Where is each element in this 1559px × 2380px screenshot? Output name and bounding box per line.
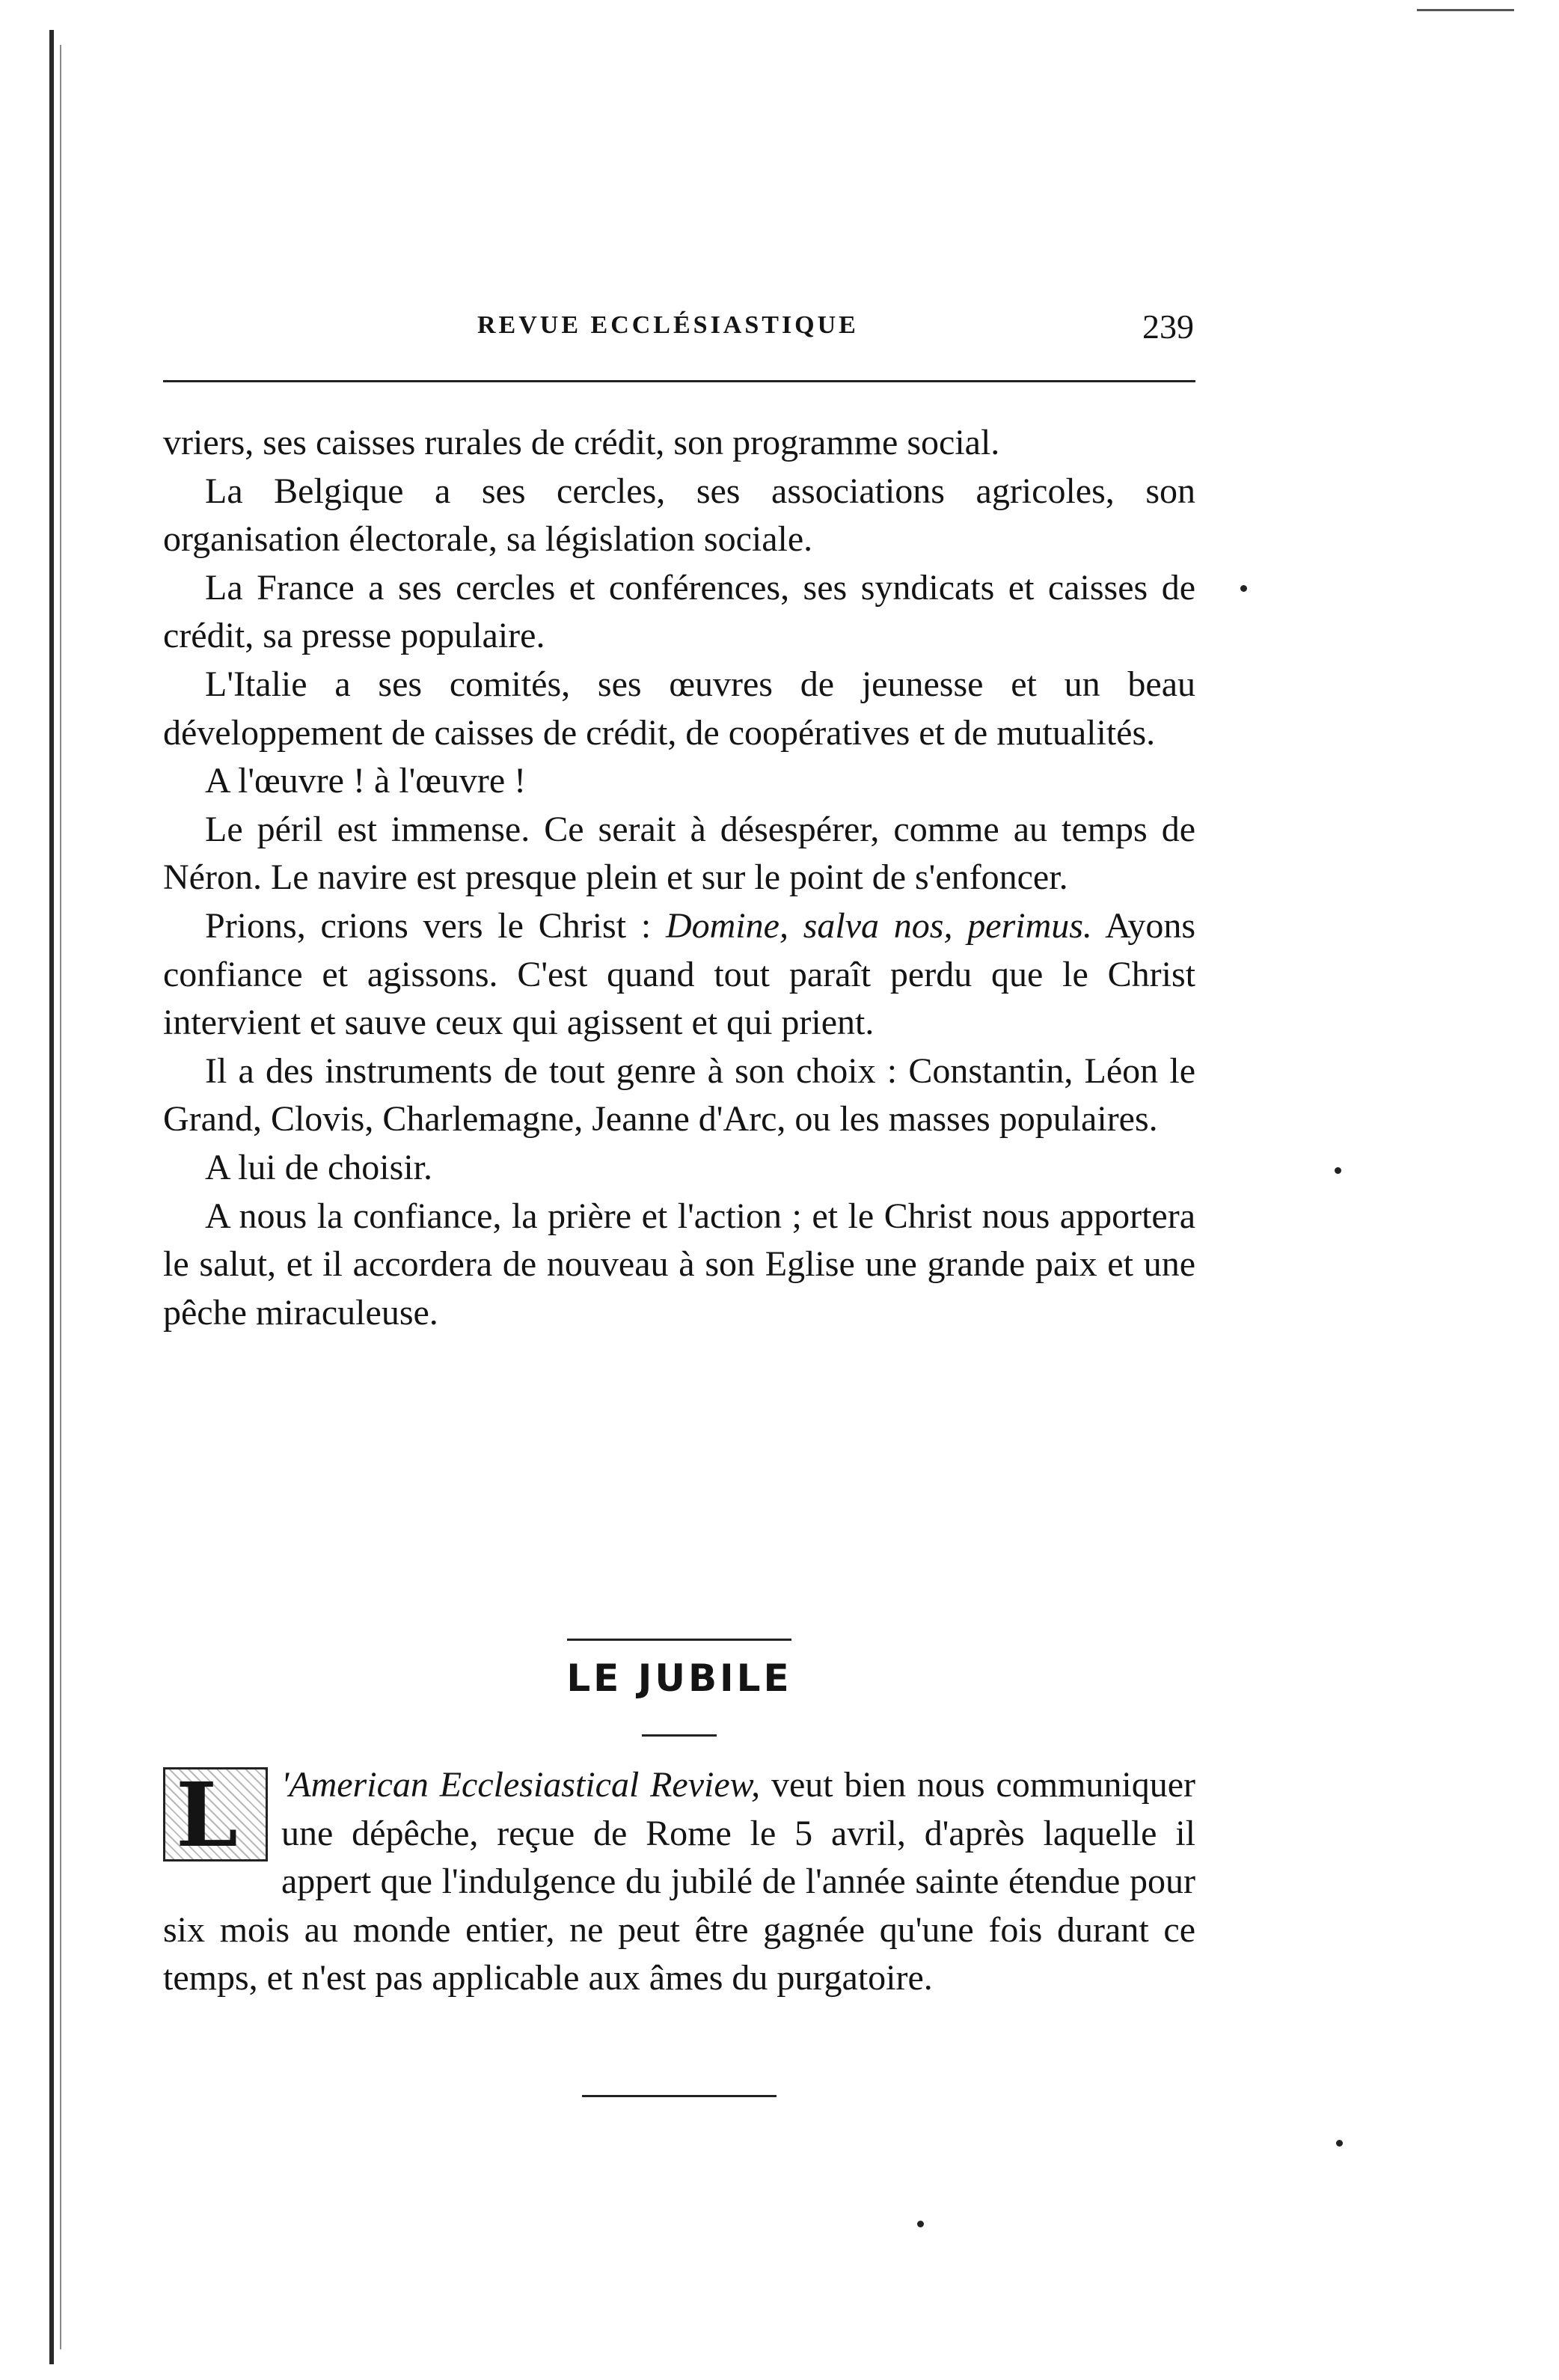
paragraph: Le péril est immense. Ce serait à désespérer, comme au temps de Néron. Le navire est presque plein et sur le point de s'enfoncer. (163, 809, 1195, 898)
paragraph: Il a des instruments de tout genre à son choix : Constantin, Léon le Grand, Clovis, Charlemagne, Jeanne d'Arc, ou les masses populaires. (163, 1050, 1195, 1139)
print-speck (1335, 1167, 1341, 1174)
ornamental-dropcap (163, 1763, 268, 1867)
article (163, 1761, 1195, 2003)
corner-mark (1417, 9, 1514, 11)
paragraph: A l'œuvre ! à l'œuvre ! (205, 761, 527, 801)
article-text: veut bien nous communiquer une dépêche, reçue de Rome le 5 avril, d'après laquelle il appert que l'indulgence du jubilé de l'année sainte étendue pour six mois au monde entier, ne peut être gagnée qu'une fois durant ce temps, et n'est pas applicable aux âmes du purgatoire. (163, 1765, 1196, 1998)
body-text (163, 419, 1195, 1337)
paragraph: vriers, ses caisses rurales de crédit, son programme social. (163, 423, 1000, 462)
dropcap-letter: L (176, 1763, 238, 1867)
section-rule-bottom (582, 2095, 777, 2097)
header-rule (163, 380, 1195, 382)
print-speck (1336, 2140, 1343, 2147)
paragraph (163, 902, 1195, 1047)
paragraph: L'Italie a ses comités, ses œuvres de jeunesse et un beau développement de caisses de crédit, de coopératives et de mutualités. (163, 664, 1195, 753)
section-title: LE JUBILE (566, 1656, 792, 1700)
binding-edge-inner (60, 45, 61, 2349)
section-rule-top (567, 1639, 791, 1641)
print-speck (917, 2221, 924, 2227)
latin-quote: Domine, salva nos, perimus. (665, 905, 1092, 946)
running-head (163, 307, 1195, 352)
print-speck (1240, 585, 1247, 592)
binding-edge (49, 30, 54, 2364)
title-underline (642, 1734, 717, 1737)
paragraph-text: Prions, crions vers le Christ : (205, 905, 666, 946)
running-title: REVUE ECCLÉSIASTIQUE (477, 311, 859, 339)
article-paragraph (163, 1761, 1195, 2003)
paragraph-text: Ayons confiance et agissons. C'est quand tout paraît perdu que le Christ intervient et sauve ceux qui agissent et qui prient. (163, 905, 1196, 1043)
paragraph: A lui de choisir. (205, 1147, 432, 1187)
paragraph: La France a ses cercles et conférences, ses syndicats et caisses de crédit, sa presse populaire. (163, 567, 1195, 656)
page-number: 239 (1142, 308, 1194, 346)
paragraph: La Belgique a ses cercles, ses associations agricoles, son organisation électorale, sa législation sociale. (163, 471, 1195, 560)
paragraph: A nous la confiance, la prière et l'action ; et le Christ nous apportera le salut, et il accordera de nouveau à son Eglise une grande paix et une pêche miraculeuse. (163, 1196, 1195, 1333)
source-title: 'American Ecclesiastical Review, (281, 1765, 761, 1805)
